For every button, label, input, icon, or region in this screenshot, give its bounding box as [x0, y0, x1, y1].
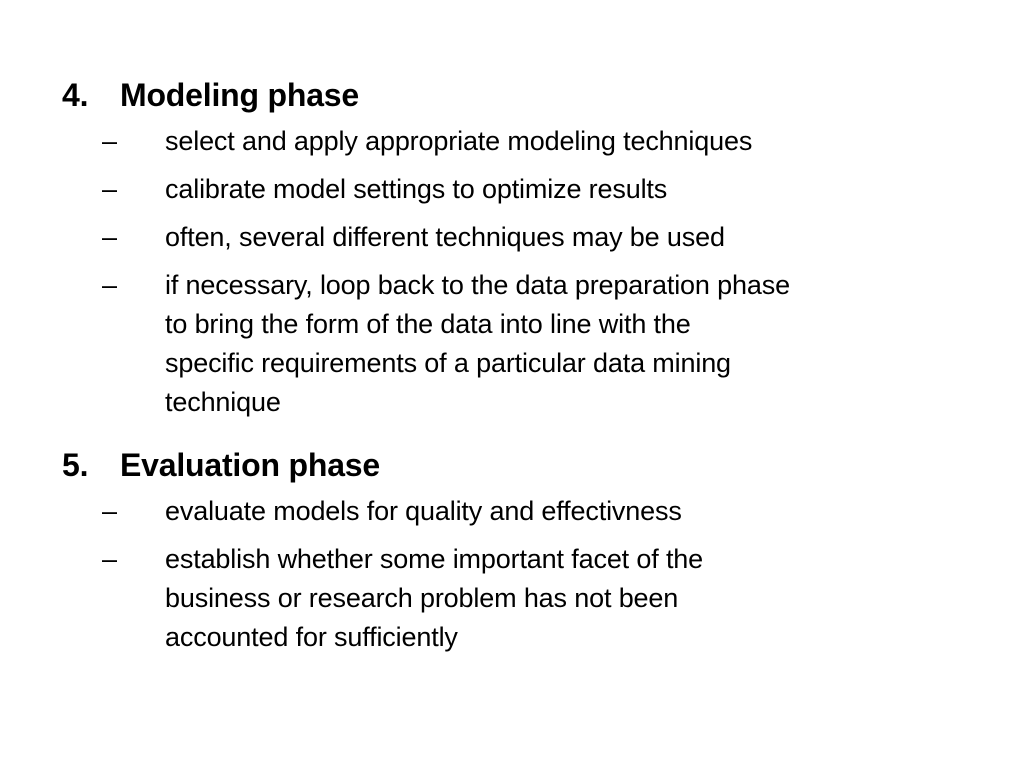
- bullet-item: [102, 218, 982, 257]
- bullet-text: often, several different techniques may be used: [165, 222, 725, 252]
- dash-bullet-icon: –: [102, 270, 117, 300]
- bullet-item: [102, 540, 982, 657]
- bullet-list: [62, 492, 982, 657]
- bullet-text: evaluate models for quality and effectivness: [165, 496, 682, 526]
- dash-bullet-icon: –: [102, 126, 117, 156]
- section-title: Modeling phase: [120, 77, 359, 113]
- bullet-text: establish whether some important facet of the business or research problem has not been accounted for sufficiently: [165, 544, 704, 652]
- bullet-text: select and apply appropriate modeling techniques: [165, 126, 753, 156]
- bullet-item: [102, 122, 982, 161]
- section-heading: [62, 75, 982, 115]
- dash-bullet-icon: –: [102, 174, 117, 204]
- section-number: 4.: [62, 77, 89, 113]
- section-evaluation-phase: [62, 445, 982, 657]
- section-heading: [62, 445, 982, 485]
- dash-bullet-icon: –: [102, 544, 117, 574]
- bullet-item: [102, 266, 982, 422]
- section-number: 5.: [62, 447, 89, 483]
- bullet-item: [102, 170, 982, 209]
- bullet-text: if necessary, loop back to the data preparation phase to bring the form of the data into line with the specific requirements of a particular data mining technique: [165, 270, 790, 417]
- section-title: Evaluation phase: [120, 447, 380, 483]
- section-modeling-phase: [62, 75, 982, 422]
- bullet-text: calibrate model settings to optimize results: [165, 174, 668, 204]
- dash-bullet-icon: –: [102, 222, 117, 252]
- bullet-item: [102, 492, 982, 531]
- dash-bullet-icon: –: [102, 496, 117, 526]
- bullet-list: [62, 122, 982, 422]
